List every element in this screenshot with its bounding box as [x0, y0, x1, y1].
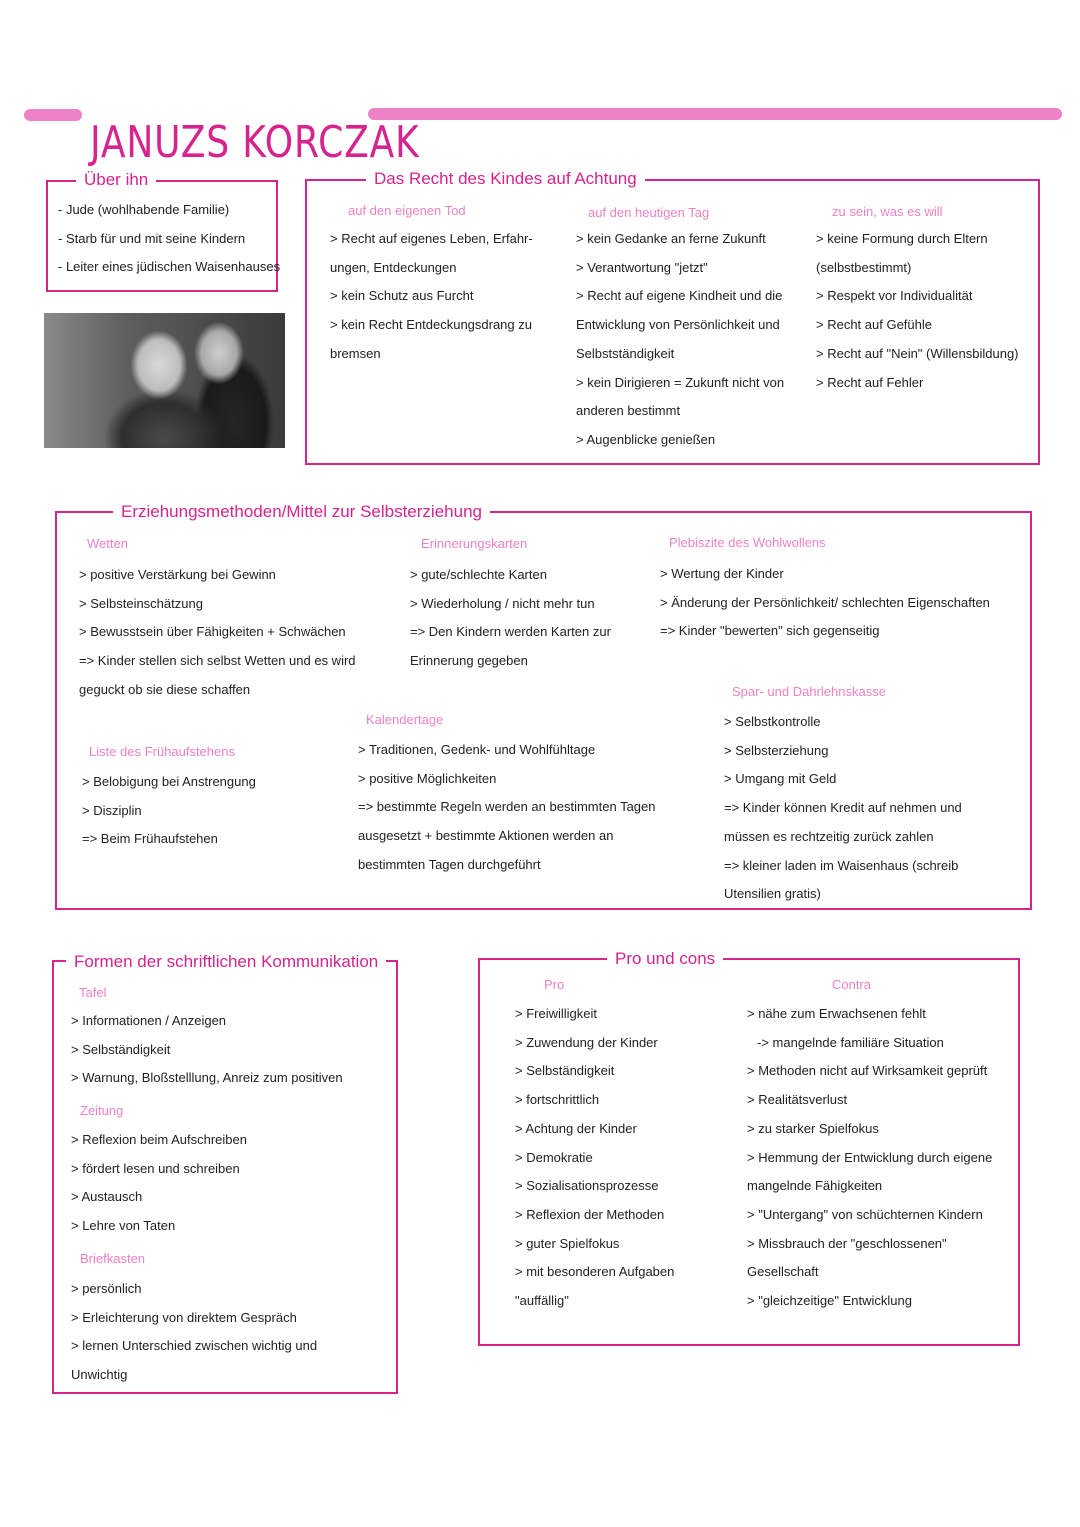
list-item: > Demokratie: [515, 1149, 593, 1165]
title-bar-left: [24, 109, 82, 121]
kasse-title: Spar- und Dahrlehnskasse: [732, 684, 886, 699]
wetten-title: Wetten: [87, 536, 128, 551]
list-item: > kein Recht Entdeckungsdrang zu: [330, 317, 532, 333]
list-item: geguckt ob sie diese schaffen: [79, 681, 251, 697]
rights-col3-list: [816, 225, 1019, 397]
list-item: > Achtung der Kinder: [515, 1120, 637, 1136]
list-item: > kein Gedanke an ferne Zukunft: [576, 231, 766, 246]
list-item: > Methoden nicht auf Wirksamkeit geprüft: [747, 1063, 988, 1079]
list-item: > Selbstkontrolle: [724, 714, 821, 729]
rights-heading: Das Recht des Kindes auf Achtung: [366, 168, 645, 190]
list-item: > Recht auf "Nein" (Willensbildung): [816, 345, 1019, 361]
list-item: Entwicklung von Persönlichkeit und: [576, 317, 780, 333]
pro-list: [515, 1000, 674, 1316]
list-item: > Reflexion der Methoden: [515, 1206, 665, 1222]
brief-list: [71, 1275, 317, 1390]
list-item: > Realitätsverlust: [747, 1092, 848, 1108]
list-item: -> mangelnde familiäre Situation: [757, 1034, 944, 1050]
list-item: "auffällig": [515, 1293, 569, 1309]
list-item: => Beim Frühaufstehen: [82, 831, 218, 847]
korczak-photo: [44, 313, 285, 448]
list-item: > Selbsterziehung: [724, 742, 829, 758]
list-item: > fördert lesen und schreiben: [71, 1160, 240, 1176]
list-item: > Austausch: [71, 1189, 143, 1205]
list-item: ausgesetzt + bestimmte Aktionen werden an: [358, 828, 614, 844]
list-item: > Traditionen, Gedenk- und Wohlfühltage: [358, 742, 596, 757]
list-item: > Sozialisationsprozesse: [515, 1178, 659, 1194]
wetten-list: [79, 561, 356, 705]
karten-title: Erinnerungskarten: [421, 536, 528, 551]
list-item: > mit besonderen Aufgaben: [515, 1264, 675, 1280]
list-item: > Recht auf eigene Kindheit und die: [576, 288, 783, 304]
tafel-list: [71, 1007, 343, 1093]
about-list: [58, 196, 280, 282]
list-item: > Missbrauch der "geschlossenen": [747, 1235, 947, 1251]
list-item: müssen es rechtzeitig zurück zahlen: [724, 828, 934, 844]
kasse-list: [724, 708, 962, 909]
list-item: > Selbsteinschätzung: [79, 595, 203, 611]
page-title: JANUZS KORCZAK: [90, 117, 420, 169]
pro-title: Pro: [544, 977, 565, 992]
list-item: > guter Spielfokus: [515, 1235, 620, 1251]
list-item: > positive Verstärkung bei Gewinn: [79, 567, 276, 582]
list-item: > Informationen / Anzeigen: [71, 1013, 227, 1028]
list-item: - Jude (wohlhabende Familie): [58, 202, 230, 217]
list-item: => bestimmte Regeln werden an bestimmten Tagen: [358, 799, 656, 815]
list-item: > Warnung, Bloßstelllung, Anreiz zum positiven: [71, 1070, 343, 1086]
list-item: > Respekt vor Individualität: [816, 288, 973, 304]
list-item: > Verantwortung "jetzt": [576, 259, 708, 275]
list-item: > Wertung der Kinder: [660, 566, 784, 581]
list-item: > Erleichterung von direktem Gespräch: [71, 1309, 297, 1325]
rights-col3-title: zu sein, was es will: [832, 204, 943, 219]
list-item: Selbstständigkeit: [576, 345, 675, 361]
proscons-heading: Pro und cons: [607, 948, 723, 970]
list-item: > positive Möglichkeiten: [358, 770, 497, 786]
list-item: > Bewusstsein über Fähigkeiten + Schwächen: [79, 624, 346, 640]
list-item: > Recht auf Fehler: [816, 374, 924, 390]
list-item: Erinnerung gegeben: [410, 653, 528, 669]
list-item: ungen, Entdeckungen: [330, 259, 457, 275]
rights-col1-list: [330, 225, 533, 369]
liste-list: [82, 768, 256, 854]
zeitung-title: Zeitung: [80, 1103, 124, 1118]
list-item: > Lehre von Taten: [71, 1218, 176, 1234]
zeitung-list: [71, 1126, 247, 1241]
list-item: Gesellschaft: [747, 1264, 819, 1280]
list-item: > Selbständigkeit: [71, 1041, 171, 1057]
communication-heading: Formen der schriftlichen Kommunikation: [66, 951, 386, 973]
list-item: => Kinder stellen sich selbst Wetten und es wird: [79, 653, 356, 669]
list-item: > Recht auf eigenes Leben, Erfahr-: [330, 231, 533, 246]
methods-heading: Erziehungsmethoden/Mittel zur Selbsterziehung: [113, 501, 490, 523]
about-heading: Über ihn: [76, 169, 156, 191]
tafel-title: Tafel: [79, 985, 107, 1000]
list-item: (selbstbestimmt): [816, 259, 912, 275]
rights-col2-list: [576, 225, 784, 455]
list-item: > Zuwendung der Kinder: [515, 1034, 658, 1050]
list-item: > Augenblicke genießen: [576, 431, 716, 447]
list-item: > Änderung der Persönlichkeit/ schlechten Eigenschaften: [660, 594, 990, 610]
list-item: > Disziplin: [82, 802, 142, 818]
kalender-title: Kalendertage: [366, 712, 444, 727]
rights-col1-title: auf den eigenen Tod: [348, 203, 466, 218]
brief-title: Briefkasten: [80, 1251, 146, 1266]
list-item: - Starb für und mit seine Kindern: [58, 230, 246, 246]
list-item: bremsen: [330, 345, 381, 361]
list-item: > nähe zum Erwachsenen fehlt: [747, 1006, 926, 1021]
list-item: bestimmten Tagen durchgeführt: [358, 856, 541, 872]
list-item: Unwichtig: [71, 1367, 128, 1383]
list-item: mangelnde Fähigkeiten: [747, 1178, 883, 1194]
contra-list: [747, 1000, 992, 1316]
title-bar-right: [368, 108, 1062, 120]
list-item: => kleiner laden im Waisenhaus (schreib: [724, 857, 959, 873]
list-item: > fortschrittlich: [515, 1092, 600, 1108]
list-item: > "Untergang" von schüchternen Kindern: [747, 1206, 983, 1222]
list-item: > Reflexion beim Aufschreiben: [71, 1132, 247, 1147]
liste-title: Liste des Frühaufstehens: [89, 744, 235, 759]
list-item: > Hemmung der Entwicklung durch eigene: [747, 1149, 993, 1165]
list-item: > Wiederholung / nicht mehr tun: [410, 595, 595, 611]
kalender-list: [358, 736, 655, 880]
karten-list: [410, 561, 611, 676]
list-item: > Freiwilligkeit: [515, 1006, 597, 1021]
plebiszite-list: [660, 560, 990, 646]
list-item: > Selbständigkeit: [515, 1063, 615, 1079]
list-item: > zu starker Spielfokus: [747, 1120, 879, 1136]
list-item: => Den Kindern werden Karten zur: [410, 624, 611, 640]
list-item: => Kinder "bewerten" sich gegenseitig: [660, 623, 880, 639]
list-item: anderen bestimmt: [576, 403, 681, 419]
list-item: > kein Dirigieren = Zukunft nicht von: [576, 374, 785, 390]
contra-title: Contra: [832, 977, 872, 992]
list-item: > Umgang mit Geld: [724, 771, 837, 787]
list-item: - Leiter eines jüdischen Waisenhauses: [58, 259, 281, 275]
list-item: > Recht auf Gefühle: [816, 317, 932, 333]
list-item: > keine Formung durch Eltern: [816, 231, 988, 246]
list-item: > "gleichzeitige" Entwicklung: [747, 1293, 912, 1309]
plebiszite-title: Plebiszite des Wohlwollens: [669, 535, 826, 550]
rights-col2-title: auf den heutigen Tag: [588, 205, 710, 220]
list-item: > Belobigung bei Anstrengung: [82, 774, 256, 789]
list-item: Utensilien gratis): [724, 886, 821, 902]
list-item: > kein Schutz aus Furcht: [330, 288, 474, 304]
list-item: > gute/schlechte Karten: [410, 567, 547, 582]
list-item: => Kinder können Kredit auf nehmen und: [724, 800, 962, 816]
list-item: > persönlich: [71, 1281, 142, 1296]
list-item: > lernen Unterschied zwischen wichtig und: [71, 1338, 318, 1354]
